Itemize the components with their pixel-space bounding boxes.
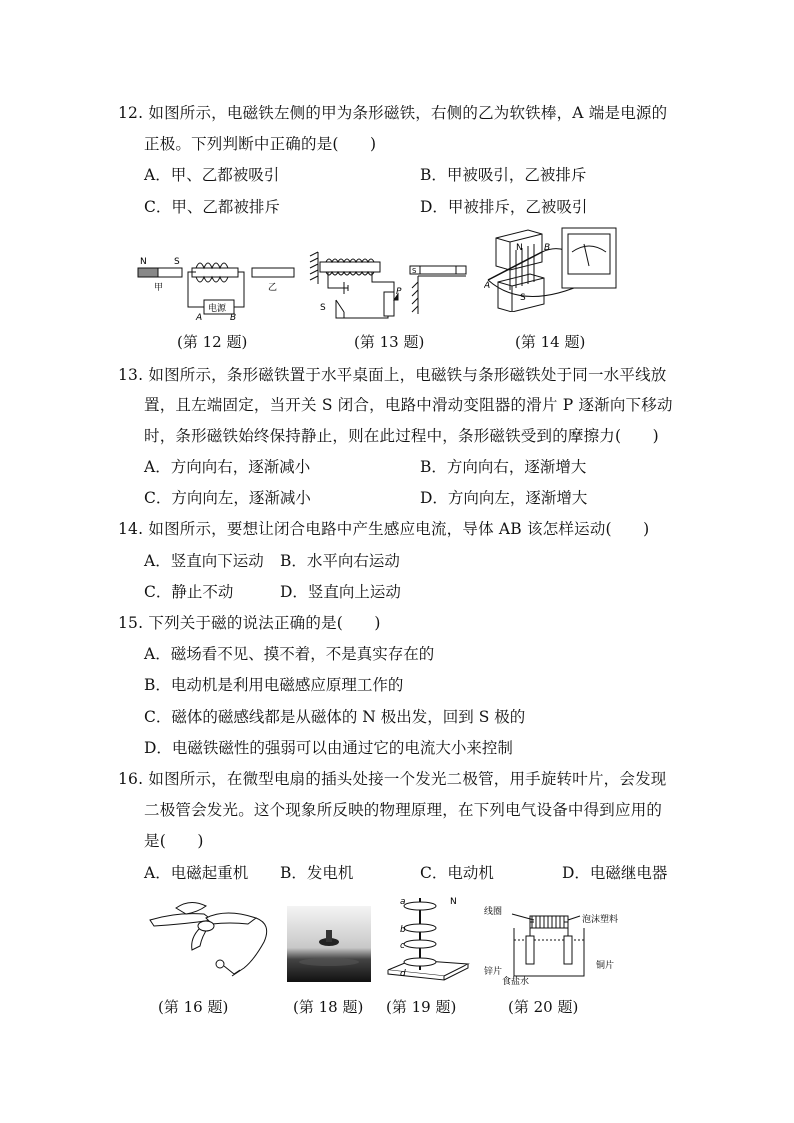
q13-line-3: 时，条形磁铁始终保持静止，则在此过程中，条形磁铁受到的摩擦力( ) xyxy=(144,427,659,445)
bar-magnet xyxy=(410,266,466,274)
fig14-b-label: B xyxy=(544,243,551,253)
figure-14 xyxy=(484,222,622,312)
figure-13 xyxy=(306,248,474,328)
q14-option-b: B．水平向右运动 xyxy=(280,552,400,570)
caption-q12: (第 12 题) xyxy=(177,333,248,351)
fig14-s-label: S xyxy=(520,293,526,303)
q12-line-1: 12. 如图所示，电磁铁左侧的甲为条形磁铁，右侧的乙为软铁棒，A 端是电源的 xyxy=(118,104,668,122)
fig12-yi-label: 乙 xyxy=(268,283,278,293)
q12-line-2: 正极。下列判断中正确的是( ) xyxy=(144,135,377,153)
fig12-jia-label: 甲 xyxy=(154,283,164,293)
fig20-coil-label: 线圈 xyxy=(484,907,503,917)
q15-option-b: B．电动机是利用电磁感应原理工作的 xyxy=(144,676,404,694)
fig20-salt-label: 食盐水 xyxy=(502,977,530,986)
q16-line-3: 是( ) xyxy=(144,832,204,850)
q14-option-d: D．竖直向上运动 xyxy=(280,583,401,601)
figure-12 xyxy=(136,250,298,322)
q12-option-a: A．甲、乙都被吸引 xyxy=(144,166,280,184)
q13-option-a: A．方向向右，逐渐减小 xyxy=(144,458,311,476)
q13-line-2: 置，且左端固定，当开关 S 闭合，电路中滑动变阻器的滑片 P 逐渐向下移动 xyxy=(144,396,673,414)
fig12-power-label: 电源 xyxy=(208,304,227,314)
figure-20 xyxy=(484,900,630,986)
q16-option-b: B．发电机 xyxy=(280,864,354,882)
q15-option-c: C．磁体的磁感线都是从磁体的 N 极出发，回到 S 极的 xyxy=(144,708,526,726)
q12-option-d: D．甲被排斥，乙被吸引 xyxy=(420,198,588,216)
fig12-b-label: B xyxy=(230,313,237,322)
q14-option-c: C．静止不动 xyxy=(144,583,234,601)
fig19-n-label: N xyxy=(450,897,457,907)
q12-option-c: C．甲、乙都被排斥 xyxy=(144,198,280,216)
q15-option-d: D．电磁铁磁性的强弱可以由通过它的电流大小来控制 xyxy=(144,739,513,757)
q13-option-c: C．方向向左，逐渐减小 xyxy=(144,489,311,507)
fig13-magnet-s-label: S xyxy=(412,267,417,275)
q12-option-b: B．甲被吸引，乙被排斥 xyxy=(420,166,587,184)
q16-line-2: 二极管会发光。这个现象所反映的物理原理，在下列电气设备中得到应用的 xyxy=(144,801,663,819)
fig13-p-label: P xyxy=(396,287,402,297)
q13-option-b: B．方向向右，逐渐增大 xyxy=(420,458,587,476)
caption-q13: (第 13 题) xyxy=(354,333,425,351)
bar-magnet-n-end xyxy=(138,268,158,277)
fig19-d-label: d xyxy=(400,969,406,979)
q15-line-1: 15. 下列关于磁的说法正确的是( ) xyxy=(118,614,381,632)
fig12-a-label: A xyxy=(196,313,203,322)
figure-18 xyxy=(287,906,371,982)
fig19-a-label: a xyxy=(400,897,406,907)
fig19-b-label: b xyxy=(400,925,406,935)
fig14-a-label: A xyxy=(484,281,491,291)
fig13-s-label: S xyxy=(320,303,326,313)
caption-q14: (第 14 题) xyxy=(515,333,586,351)
fig20-zinc-label: 锌片 xyxy=(484,967,503,977)
q14-line-1: 14. 如图所示，要想让闭合电路中产生感应电流，导体 AB 该怎样运动( ) xyxy=(118,520,650,538)
fig20-foam-label: 泡沫塑料 xyxy=(582,915,619,925)
q14-option-a: A．竖直向下运动 xyxy=(144,552,264,570)
caption-q18: (第 18 题) xyxy=(293,998,364,1016)
caption-q16: (第 16 题) xyxy=(158,998,229,1016)
soft-iron-bar xyxy=(252,268,294,277)
q15-option-a: A．磁场看不见、摸不着，不是真实存在的 xyxy=(144,645,435,663)
q13-option-d: D．方向向左，逐渐增大 xyxy=(420,489,588,507)
figure-16 xyxy=(146,894,276,986)
fig20-copper-label: 铜片 xyxy=(596,961,615,971)
q16-option-c: C．电动机 xyxy=(420,864,494,882)
caption-q19: (第 19 题) xyxy=(386,998,457,1016)
caption-q20: (第 20 题) xyxy=(508,998,579,1016)
fig14-n-label: N xyxy=(516,243,523,253)
fig12-n-label: N xyxy=(140,257,147,267)
fig19-c-label: c xyxy=(400,941,405,951)
q16-option-a: A．电磁起重机 xyxy=(144,864,249,882)
q16-option-d: D．电磁继电器 xyxy=(562,864,668,882)
q13-line-1: 13. 如图所示，条形磁铁置于水平桌面上，电磁铁与条形磁铁处于同一水平线放 xyxy=(118,366,667,384)
figure-19 xyxy=(382,892,472,986)
fig12-s-label: S xyxy=(174,257,180,267)
q16-line-1: 16. 如图所示，在微型电扇的插头处接一个发光二极管，用手旋转叶片，会发现 xyxy=(118,770,667,788)
